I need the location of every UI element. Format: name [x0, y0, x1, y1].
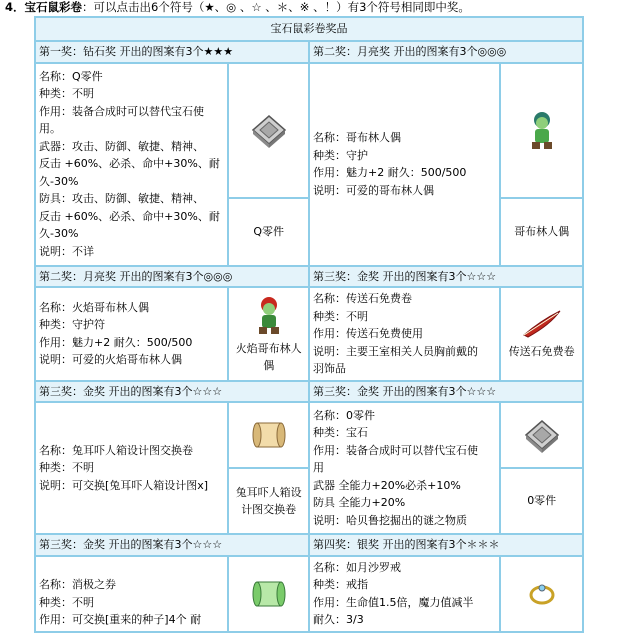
desc-line: 武器 全能力+20%必杀+10%	[312, 478, 461, 492]
green-scroll-icon	[249, 576, 289, 612]
desc-line: 种类：不明	[39, 87, 94, 101]
desc-line: 种类：不明	[39, 595, 94, 609]
desc-line: 名称：如月沙罗戒	[312, 560, 401, 574]
desc-line: 作用：装备合成时可以替代宝石使	[39, 104, 204, 118]
desc-line: 耐久：3/3	[312, 613, 364, 626]
prize-header: 第三奖：金奖 开出的图案有3个☆☆☆	[310, 267, 582, 287]
desc-line: 作用：装备合成时可以替代宝石使	[312, 443, 478, 457]
desc-line: 名称：传送石免费卷	[312, 292, 412, 305]
prize-description	[310, 403, 499, 533]
desc-line: 久-30%	[39, 227, 79, 241]
desc-line: 说明：可交换[兔耳吓人箱设计图x]	[39, 478, 209, 492]
ring-icon	[527, 582, 557, 606]
desc-line: 反击 +60%、必杀、命中+30%、耐	[39, 209, 220, 223]
desc-line: 名称：Q零件	[39, 69, 103, 83]
prize-header: 第三奖：金奖 开出的图案有3个☆☆☆	[36, 535, 308, 555]
prize-description	[310, 288, 499, 380]
desc-line: 用。	[39, 122, 61, 136]
desc-line: 名称：火焰哥布林人偶	[39, 300, 149, 314]
prize-header: 第四奖：银奖 开出的图案有3个＊＊＊	[310, 535, 582, 555]
desc-line: 防具：攻击、防御、敏捷、精神、	[39, 192, 204, 206]
prize-description	[36, 557, 227, 631]
item-cell	[501, 288, 582, 380]
prize-description	[36, 64, 227, 265]
item-image	[501, 64, 582, 197]
desc-line: 种类：守护	[312, 148, 368, 162]
desc-line: 名称：兔耳吓人箱设计图交换卷	[39, 443, 193, 457]
intro-title: 宝石鼠彩卷	[24, 0, 83, 14]
item-name: 兔耳吓人箱设计图交换卷	[229, 469, 308, 533]
desc-line: 说明：主要王室相关人员胸前戴的	[312, 344, 478, 358]
scroll-icon	[249, 417, 289, 453]
fire-goblin-doll-icon	[252, 294, 286, 338]
table-caption: 宝石鼠彩卷奖品	[36, 18, 582, 40]
desc-line: 说明：可爱的火焰哥布林人偶	[39, 353, 182, 367]
prize-header: 第二奖：月亮奖 开出的图案有3个◎◎◎	[310, 42, 582, 62]
desc-line: 羽饰品	[312, 362, 346, 375]
prize-table	[34, 16, 584, 633]
desc-line: 名称：0零件	[312, 408, 375, 422]
item-name: 哥布林人偶	[501, 199, 582, 265]
item-image	[229, 403, 308, 467]
prize-header: 第三奖：金奖 开出的图案有3个☆☆☆	[310, 382, 582, 402]
prize-header: 第二奖：月亮奖 开出的图案有3个◎◎◎	[36, 267, 308, 287]
desc-line: 用	[312, 461, 324, 475]
prize-description	[36, 403, 227, 533]
item-cell	[229, 288, 308, 380]
item-name: Q零件	[229, 199, 308, 265]
desc-line: 种类：宝石	[312, 426, 368, 440]
goblin-doll-icon	[525, 108, 559, 152]
desc-line: 说明：可爱的哥布林人偶	[312, 183, 434, 197]
desc-line: 防具 全能力+20%	[312, 496, 406, 510]
desc-line: 说明：不详	[39, 244, 94, 258]
desc-line: 名称：哥布林人偶	[312, 131, 401, 144]
desc-line: 作用：魅力+2 耐久：500/500	[39, 335, 193, 349]
desc-line: 作用：生命值1.5倍，魔力值减半	[312, 595, 474, 609]
desc-line: 反击 +60%、必杀、命中+30%、耐	[39, 157, 220, 171]
desc-line: 名称：消极之券	[39, 578, 116, 591]
desc-line: 作用：传送石免费使用	[312, 327, 423, 340]
item-image	[501, 557, 582, 631]
item-name: 火焰哥布林人偶	[235, 341, 302, 372]
intro-number: 4．	[5, 0, 25, 14]
intro-text: ：可以点击出6个符号（★、◎ 、☆ 、＊、※ 、！）有3个符号相同即中奖。	[82, 0, 470, 14]
desc-line: 种类：不明	[39, 461, 94, 475]
desc-line: 作用：魅力+2 耐久：500/500	[312, 166, 467, 179]
feather-icon	[520, 307, 564, 339]
item-image	[501, 403, 582, 467]
intro-line	[5, 0, 617, 16]
desc-line: 说明：哈贝鲁挖掘出的谜之物质	[312, 513, 467, 527]
prize-description	[310, 557, 499, 631]
stone-part-icon	[247, 108, 291, 152]
desc-line: 武器：攻击、防御、敏捷、精神、	[39, 139, 204, 153]
item-name: 0零件	[501, 469, 582, 533]
prize-description	[310, 64, 499, 265]
item-image	[229, 64, 308, 197]
desc-line: 种类：不明	[312, 309, 368, 323]
desc-line: 作用：可交换[重来的种子]4个 耐	[39, 613, 202, 626]
desc-line: 种类：戒指	[312, 578, 368, 591]
prize-header: 第一奖：钻石奖 开出的图案有3个★★★	[36, 42, 308, 62]
prize-description	[36, 288, 227, 380]
desc-line: 种类：守护符	[39, 318, 105, 332]
desc-line: 久-30%	[39, 174, 79, 188]
prize-header: 第三奖：金奖 开出的图案有3个☆☆☆	[36, 382, 308, 402]
item-image	[229, 557, 308, 631]
stone-part-icon	[520, 413, 564, 457]
item-name: 传送石免费卷	[508, 345, 575, 359]
